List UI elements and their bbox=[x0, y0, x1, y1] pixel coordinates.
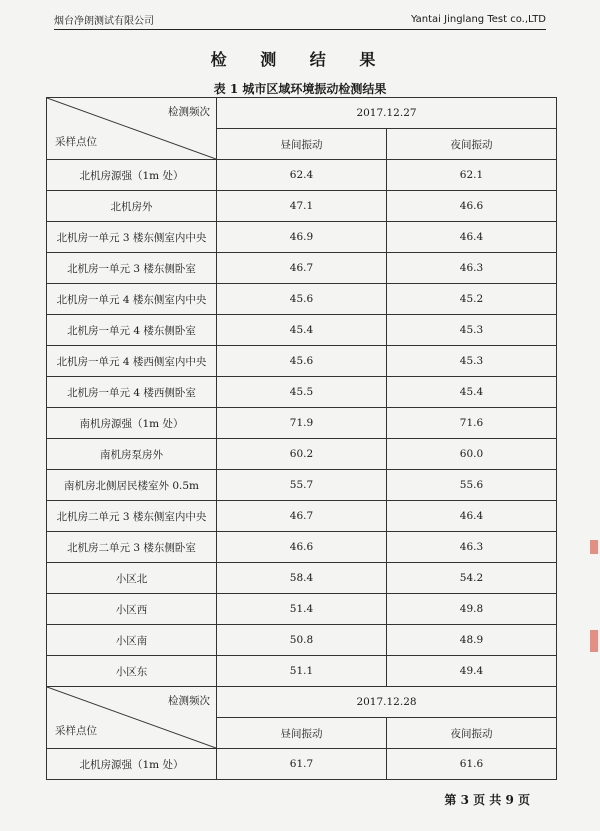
table-row bbox=[47, 501, 557, 532]
day-value: 45.6 bbox=[217, 346, 387, 377]
night-value: 46.4 bbox=[387, 222, 557, 253]
day-value: 60.2 bbox=[217, 439, 387, 470]
day-value: 61.7 bbox=[217, 749, 387, 780]
day-value: 55.7 bbox=[217, 470, 387, 501]
site-cell: 南机房泵房外 bbox=[47, 439, 217, 470]
site-cell: 北机房二单元 3 楼东侧卧室 bbox=[47, 532, 217, 563]
table-row bbox=[47, 408, 557, 439]
day-value: 47.1 bbox=[217, 191, 387, 222]
site-cell: 北机房一单元 3 楼东侧卧室 bbox=[47, 253, 217, 284]
day-value: 71.9 bbox=[217, 408, 387, 439]
header-diagonal-cell bbox=[47, 687, 217, 749]
day-header: 昼间振动 bbox=[217, 129, 387, 160]
night-value: 54.2 bbox=[387, 563, 557, 594]
table-row bbox=[47, 377, 557, 408]
site-label: 采样点位 bbox=[55, 725, 97, 737]
day-value: 45.6 bbox=[217, 284, 387, 315]
night-value: 55.6 bbox=[387, 470, 557, 501]
company-name-en: Yantai Jinglang Test co.,LTD bbox=[410, 14, 546, 25]
day-value: 45.5 bbox=[217, 377, 387, 408]
table-row bbox=[47, 594, 557, 625]
night-value: 46.6 bbox=[387, 191, 557, 222]
table-row bbox=[47, 253, 557, 284]
day-value: 46.9 bbox=[217, 222, 387, 253]
site-cell: 小区西 bbox=[47, 594, 217, 625]
page-title: 检 测 结 果 bbox=[210, 50, 390, 69]
day-value: 58.4 bbox=[217, 563, 387, 594]
night-value: 45.3 bbox=[387, 346, 557, 377]
day-value: 51.1 bbox=[217, 656, 387, 687]
night-header: 夜间振动 bbox=[387, 129, 557, 160]
site-cell: 北机房二单元 3 楼东侧室内中央 bbox=[47, 501, 217, 532]
night-value: 62.1 bbox=[387, 160, 557, 191]
site-cell: 北机房外 bbox=[47, 191, 217, 222]
night-header: 夜间振动 bbox=[387, 718, 557, 749]
day-value: 46.7 bbox=[217, 253, 387, 284]
red-stamp-fragment bbox=[590, 630, 598, 652]
table-row bbox=[47, 625, 557, 656]
night-value: 71.6 bbox=[387, 408, 557, 439]
night-value: 49.4 bbox=[387, 656, 557, 687]
vibration-results-table bbox=[46, 97, 557, 780]
table-row bbox=[47, 749, 557, 780]
block2-body bbox=[47, 687, 557, 780]
site-cell: 北机房一单元 4 楼西侧室内中央 bbox=[47, 346, 217, 377]
table-row bbox=[47, 315, 557, 346]
night-value: 49.8 bbox=[387, 594, 557, 625]
site-cell: 北机房一单元 4 楼东侧卧室 bbox=[47, 315, 217, 346]
header-rule bbox=[54, 29, 546, 30]
table-caption: 表 1 城市区域环境振动检测结果 bbox=[213, 82, 387, 96]
site-cell: 南机房源强（1m 处） bbox=[47, 408, 217, 439]
day-header: 昼间振动 bbox=[217, 718, 387, 749]
night-value: 48.9 bbox=[387, 625, 557, 656]
site-cell: 南机房北侧居民楼室外 0.5m bbox=[47, 470, 217, 501]
table-row bbox=[47, 191, 557, 222]
site-cell: 北机房源强（1m 处） bbox=[47, 160, 217, 191]
day-value: 45.4 bbox=[217, 315, 387, 346]
table-row bbox=[47, 563, 557, 594]
header-diagonal-cell bbox=[47, 98, 217, 160]
night-value: 46.3 bbox=[387, 253, 557, 284]
night-value: 45.4 bbox=[387, 377, 557, 408]
freq-label: 检测频次 bbox=[168, 106, 210, 118]
red-stamp-fragment bbox=[590, 540, 598, 554]
freq-label: 检测频次 bbox=[168, 695, 210, 707]
day-value: 51.4 bbox=[217, 594, 387, 625]
night-value: 45.2 bbox=[387, 284, 557, 315]
page-number: 第 3 页 共 9 页 bbox=[444, 793, 530, 807]
company-name-cn: 烟台净朗测试有限公司 bbox=[54, 16, 154, 27]
table-row bbox=[47, 346, 557, 377]
night-value: 60.0 bbox=[387, 439, 557, 470]
night-value: 61.6 bbox=[387, 749, 557, 780]
table-row bbox=[47, 532, 557, 563]
day-value: 46.7 bbox=[217, 501, 387, 532]
block2-date: 2017.12.28 bbox=[217, 687, 557, 718]
day-value: 46.6 bbox=[217, 532, 387, 563]
site-cell: 北机房一单元 3 楼东侧室内中央 bbox=[47, 222, 217, 253]
block1-date: 2017.12.27 bbox=[217, 98, 557, 129]
site-cell: 北机房一单元 4 楼东侧室内中央 bbox=[47, 284, 217, 315]
table-row bbox=[47, 222, 557, 253]
table-row bbox=[47, 439, 557, 470]
site-cell: 小区东 bbox=[47, 656, 217, 687]
site-cell: 北机房源强（1m 处） bbox=[47, 749, 217, 780]
site-cell: 小区南 bbox=[47, 625, 217, 656]
night-value: 46.4 bbox=[387, 501, 557, 532]
table-row bbox=[47, 284, 557, 315]
site-label: 采样点位 bbox=[55, 136, 97, 148]
day-value: 50.8 bbox=[217, 625, 387, 656]
night-value: 45.3 bbox=[387, 315, 557, 346]
day-value: 62.4 bbox=[217, 160, 387, 191]
table-row bbox=[47, 160, 557, 191]
site-cell: 北机房一单元 4 楼西侧卧室 bbox=[47, 377, 217, 408]
site-cell: 小区北 bbox=[47, 563, 217, 594]
table-row bbox=[47, 656, 557, 687]
table-row bbox=[47, 470, 557, 501]
block1-body bbox=[47, 98, 557, 687]
night-value: 46.3 bbox=[387, 532, 557, 563]
